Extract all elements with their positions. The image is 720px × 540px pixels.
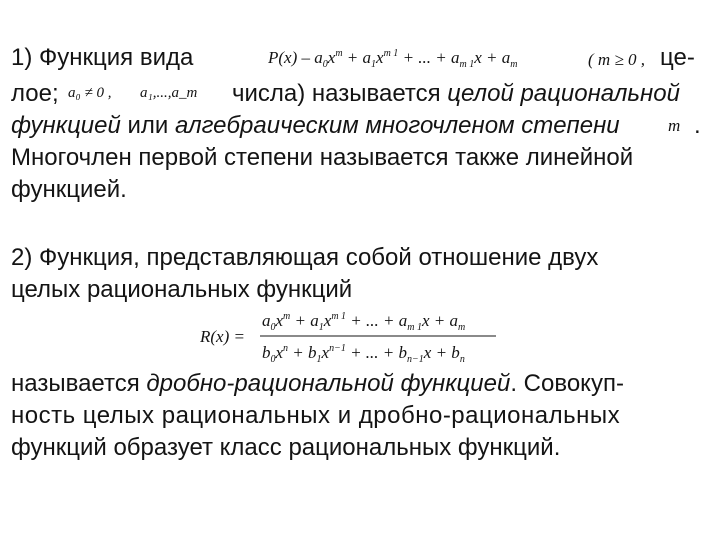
p2-line-3: называется дробно-рациональной функцией. Совокуп- <box>11 370 624 397</box>
p2-line-2: целых рациональных функций <box>11 276 353 303</box>
p2-line-4: ность целых рациональных и дробно-рациональных <box>11 402 621 429</box>
p1-line-2-start: лое; <box>11 80 59 107</box>
p1-line-4: Многочлен первой степени называется также линейной <box>11 144 634 171</box>
p1-degree-m: m <box>668 116 681 135</box>
p1-line-3: функцией или алгебраическим многочленом степени <box>11 112 620 139</box>
p1-line-3-dot: . <box>694 112 701 139</box>
svg-text:a0xm + a1xm 1 + ... + am 1x +: $a_0x^m + a_1x^{m 1}$ + ... + $a_{m 1}x + a_m$ <box>262 311 466 333</box>
p1-line-1-text: 1) Функция вида <box>11 44 194 71</box>
p2-line-5: функций образует класс рациональных функций. <box>11 434 561 461</box>
p2-fraction-formula <box>200 304 520 368</box>
p1-a0-condition: a₀ ≠ 0 , <box>68 85 112 101</box>
p1-coefficients: a₁,...,a_m <box>140 85 198 101</box>
svg-text:P(x) – a0xm + a1xm 1 + ... + a: $P(x) - a_0x^m + a_1x^{m 1}$ + ... + $a_{m 1}x + a_m$ <box>268 48 518 70</box>
svg-text:b0xn + b1xn−1 + ... + bn−1x +: $b_0x^n + b_1x^{n-1}$ + ... + $b_{n-1}x + b_n$ <box>262 343 465 365</box>
svg-text:R(x) =: R(x) = <box>200 327 245 346</box>
p1-line-1-end: це- <box>660 44 695 71</box>
p1-line-5: функцией. <box>11 176 127 203</box>
p1-condition: ( m ≥ 0 , <box>588 50 646 69</box>
p2-line-1: 2) Функция, представляющая собой отношение двух <box>11 244 599 271</box>
p1-line-1 <box>11 44 193 72</box>
p1-polynomial-formula <box>268 44 588 70</box>
p1-line-2-rest: числа) называется целой рациональной <box>232 80 680 107</box>
